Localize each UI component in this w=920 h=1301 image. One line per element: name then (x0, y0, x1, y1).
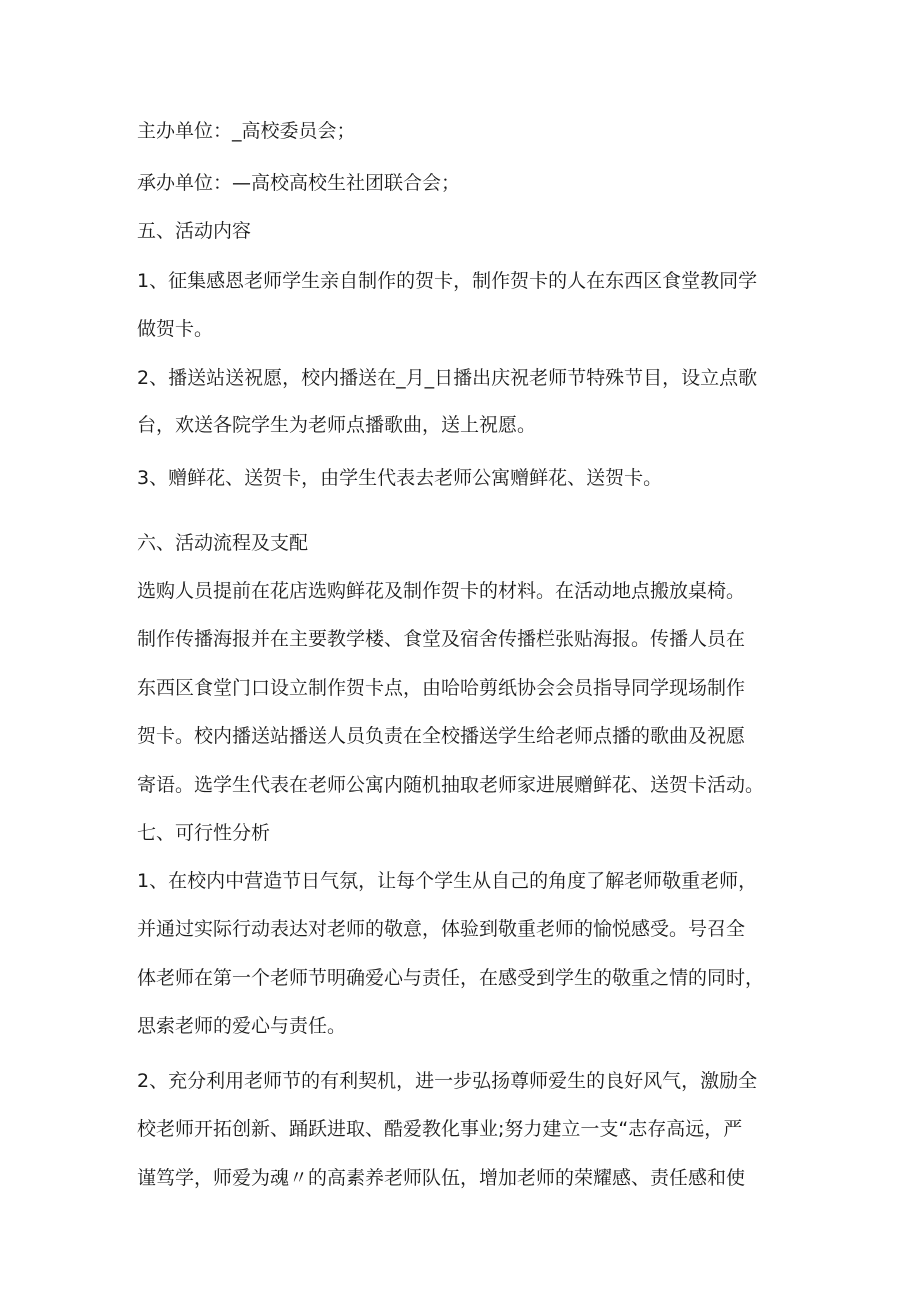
text-line: 谨笃学，师爱为魂〃的高素养老师队伍，增加老师的荣耀感、责任感和使 (137, 1167, 746, 1189)
section-heading: 五、活动内容 (137, 220, 252, 242)
text-line: 体老师在第一个老师节明确爱心与责任，在感受到学生的敬重之情的同时， (137, 967, 765, 989)
text-line: 校老师开拓创新、踊跃进取、酷爱教化事业;努力建立一支“志存高远，严 (137, 1118, 743, 1140)
text-line: 2、充分利用老师节的有利契机，进一步弘扬尊师爱生的良好风气，激励全 (137, 1070, 758, 1092)
text-line: 寄语。选学生代表在老师公寓内随机抽取老师家进展赠鲜花、送贺卡活动。 (137, 774, 765, 796)
text-line: 主办单位：_高校委员会； (137, 120, 356, 142)
text-line: 并通过实际行动表达对老师的敬意，体验到敬重老师的愉悦感受。号召全 (137, 918, 746, 940)
text-line: 思索老师的爱心与责任。 (137, 1015, 347, 1037)
text-line: 制作传播海报并在主要教学楼、食堂及宿舍传播栏张贴海报。传播人员在 (137, 628, 746, 650)
text-line: 东西区食堂门口设立制作贺卡点，由哈哈剪纸协会会员指导同学现场制作 (137, 677, 746, 699)
section-heading: 六、活动流程及支配 (137, 532, 309, 554)
text-line: 贺卡。校内播送站播送人员负责在全校播送学生给老师点播的歌曲及祝愿 (137, 725, 746, 747)
text-line: 承办单位：—高校高校生社团联合会； (137, 172, 461, 194)
text-line: 2、播送站送祝愿，校内播送在_月_日播出庆祝老师节特殊节目，设立点歌 (137, 367, 758, 389)
text-line: 3、赠鲜花、送贺卡，由学生代表去老师公寓赠鲜花、送贺卡。 (137, 467, 663, 489)
text-line: 做贺卡。 (137, 318, 214, 340)
text-line: 台，欢送各院学生为老师点播歌曲，送上祝愿。 (137, 414, 537, 436)
text-line: 选购人员提前在花店选购鲜花及制作贺卡的材料。在活动地点搬放桌椅。 (137, 580, 746, 602)
section-heading: 七、可行性分析 (137, 822, 271, 844)
text-line: 1、在校内中营造节日气氛，让每个学生从自己的角度了解老师敬重老师， (137, 870, 758, 892)
text-line: 1、征集感恩老师学生亲自制作的贺卡，制作贺卡的人在东西区食堂教同学 (137, 270, 758, 292)
